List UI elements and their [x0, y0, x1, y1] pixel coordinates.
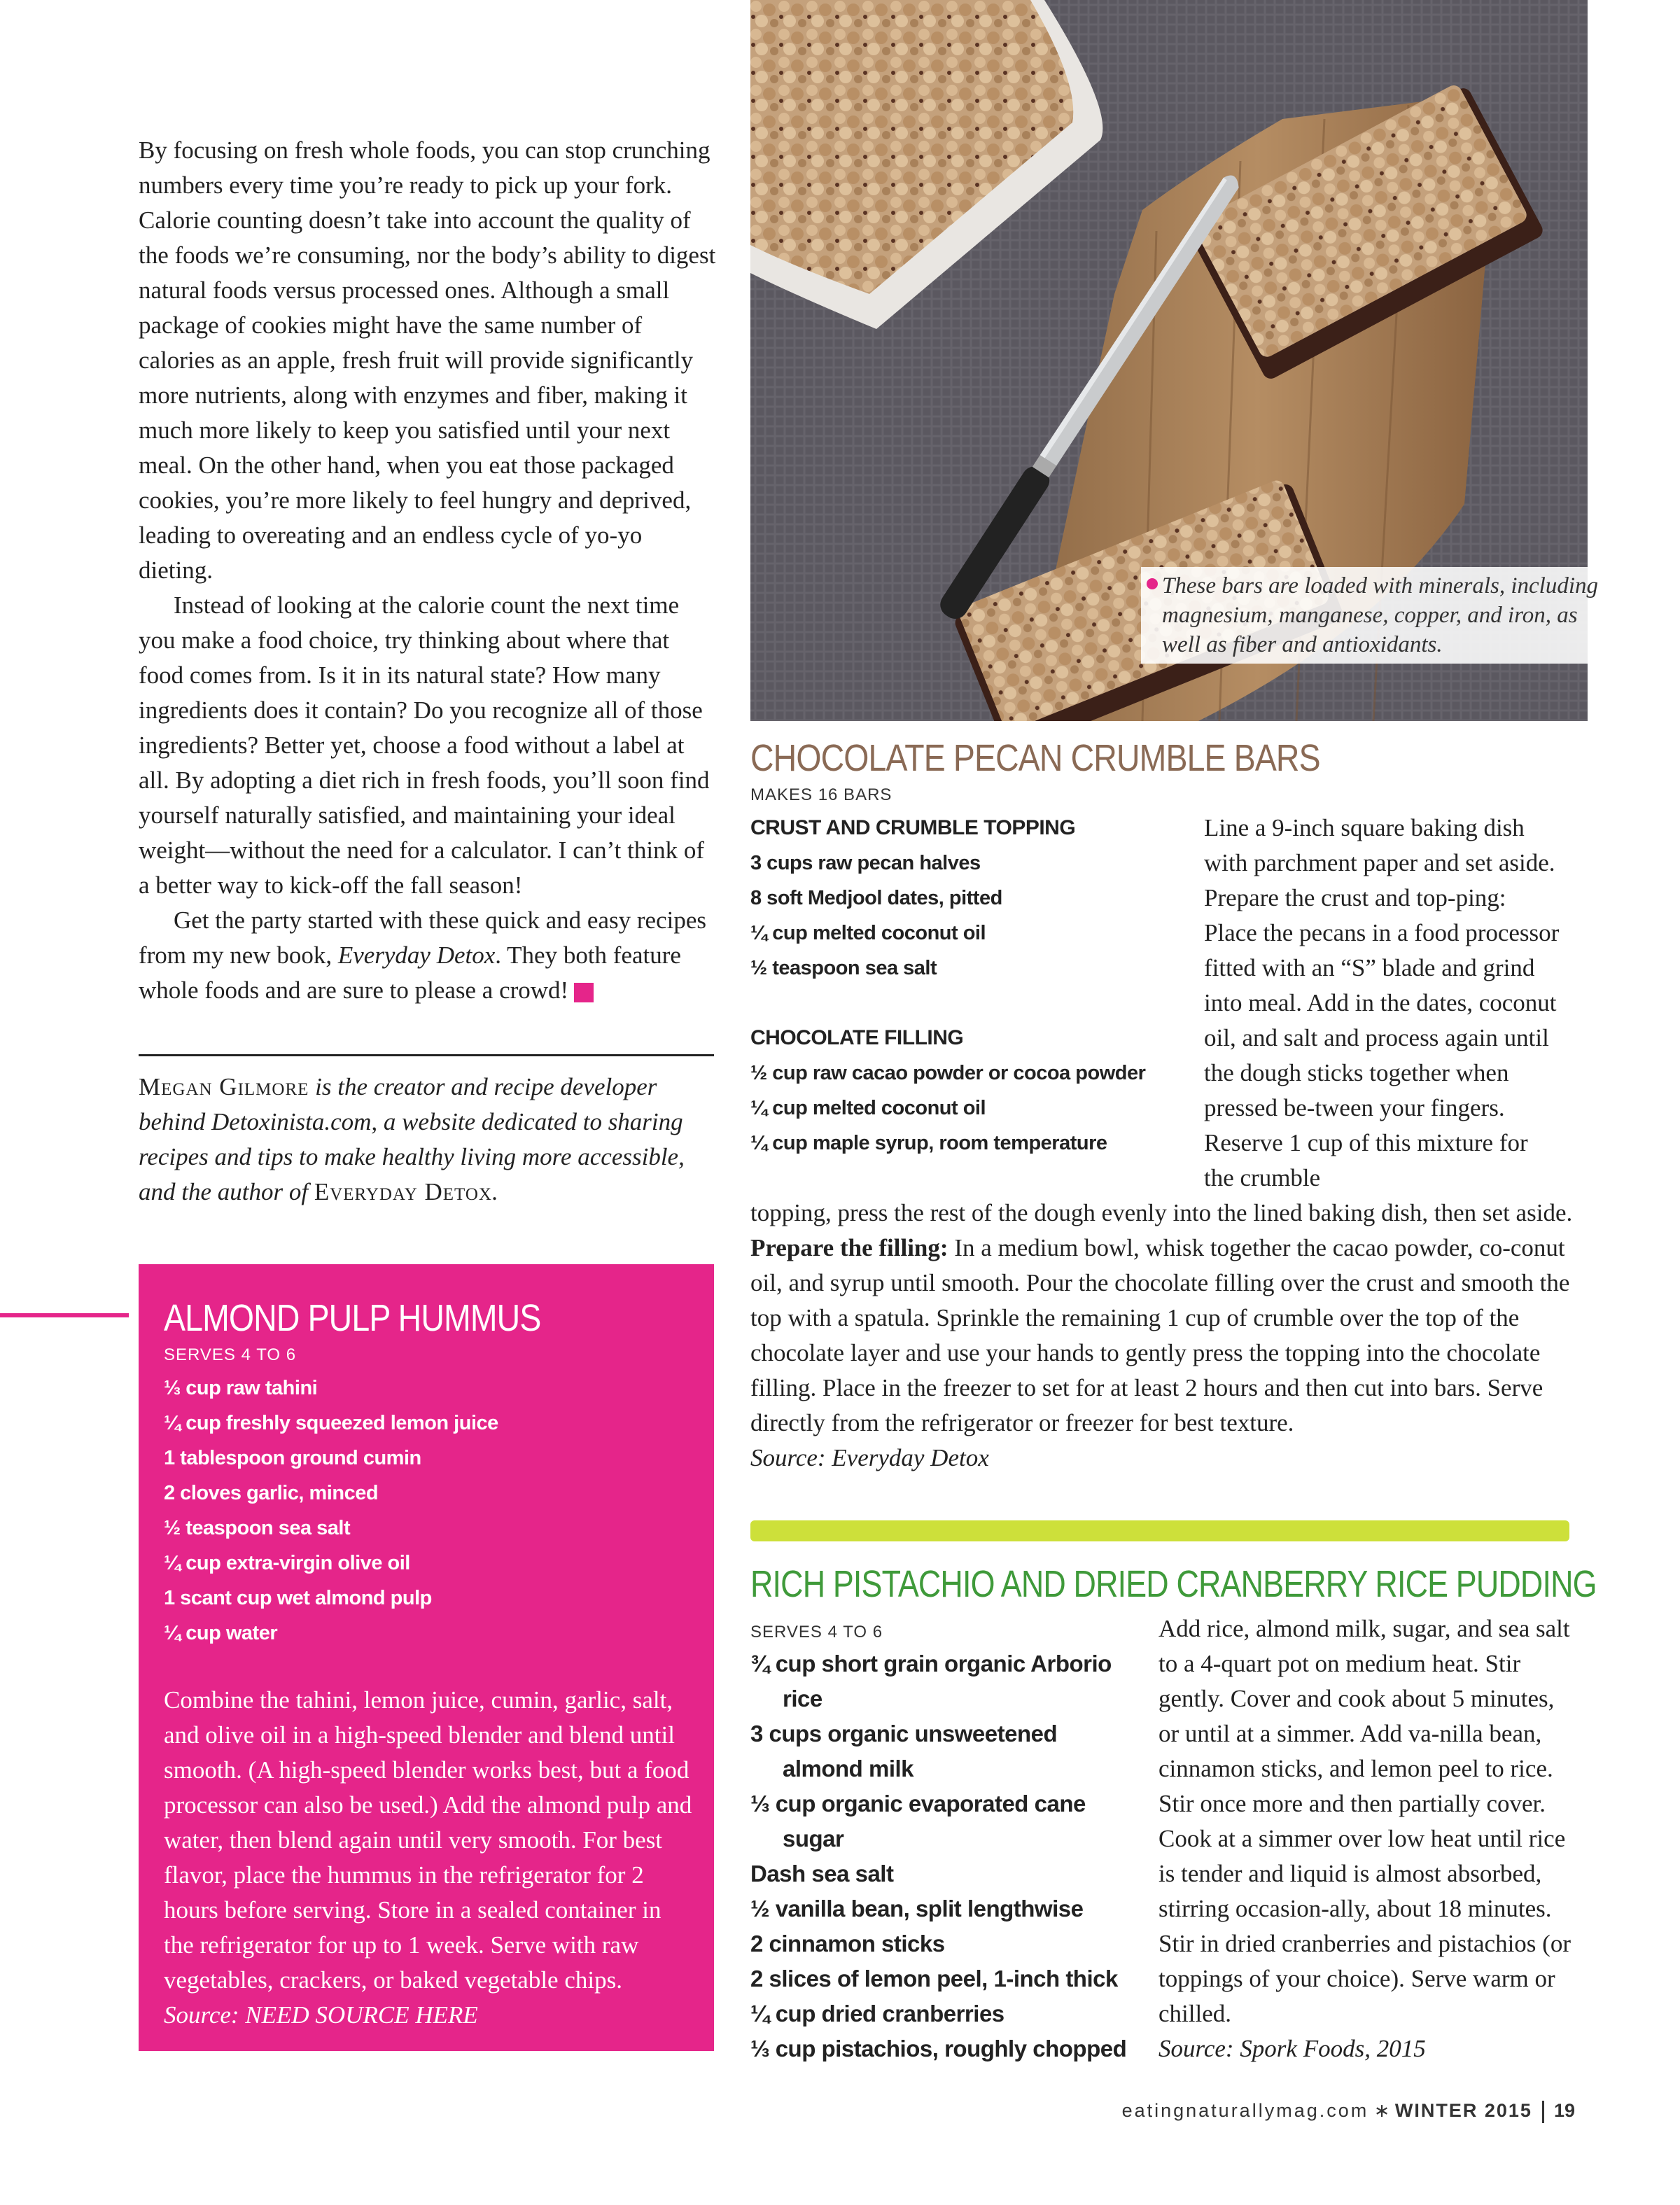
- ingredient: ½ teaspoon sea salt: [164, 1517, 351, 1539]
- ingredient: ⅓ cup pistachios, roughly chopped: [750, 2036, 1127, 2062]
- ingredient: ½ teaspoon sea salt: [750, 957, 937, 979]
- ingredient: 8 soft Medjool dates, pitted: [750, 887, 1002, 909]
- ingredient: 3 cups organic unsweetened: [750, 1721, 1058, 1746]
- ingredient: ⅓ cup organic evaporated cane: [750, 1791, 1086, 1816]
- ingredient-cont: rice: [783, 1686, 822, 1712]
- intro-p3-end: . They both feature whole foods and are sure to please a crowd!: [139, 941, 681, 1004]
- page-number: 19: [1553, 2100, 1575, 2121]
- ingredient: ¼ cup melted coconut oil: [750, 1097, 986, 1119]
- ingredient: ¼ cup dried cranberries: [750, 2001, 1004, 2026]
- filling-step-label: Prepare the filling:: [750, 1234, 948, 1261]
- ingredient: 2 slices of lemon peel, 1-inch thick: [750, 1966, 1118, 1991]
- ingredient: ¼ cup melted coconut oil: [750, 922, 986, 944]
- intro-paragraph-3: [139, 903, 720, 1008]
- ingredient: 3 cups raw pecan halves: [750, 852, 981, 874]
- pistachio-servings: SERVES 4 TO 6: [750, 1623, 883, 1642]
- intro-paragraph-1: By focusing on fresh whole foods, you can stop crunching numbers every time you’re ready to pick up your fork. Calorie counting doesn’t take into account the quality of the foods we’re consuming, nor the body’s ability to digest natural foods versus processed ones. Although a small package of cookies might have the same number of calories as an apple, fresh fruit will provide significantly more nutrients, along with enzymes and fiber, making it much more likely to keep you satisfied until your next meal. On the other hand, when you eat those packaged cookies, you’re more likely to feel hungry and deprived, leading to overeating and an endless cycle of yo-yo dieting.: [139, 136, 716, 584]
- chocolate-filling-step: [750, 1231, 1576, 1441]
- footer-issue: WINTER 2015: [1394, 2100, 1532, 2121]
- chocolate-source: Source: Everyday Detox: [750, 1444, 989, 1471]
- chocolate-recipe-title: CHOCOLATE PECAN CRUMBLE BARS: [750, 737, 1320, 779]
- ingredient-cont: almond milk: [783, 1756, 914, 1782]
- pistachio-directions: [1158, 1611, 1572, 2066]
- chocolate-directions-continued: [750, 1196, 1576, 1476]
- ingredient-cont: sugar: [783, 1826, 844, 1851]
- end-mark: [574, 983, 594, 1002]
- ingredient: ⅓ cup raw tahini: [164, 1377, 318, 1399]
- footer-star-icon: ∗: [1373, 2100, 1390, 2121]
- chocolate-ingredients: [750, 811, 1198, 1161]
- intro-article: [139, 133, 720, 1008]
- ingredient: 2 cinnamon sticks: [750, 1931, 945, 1956]
- pistachio-recipe-title: RICH PISTACHIO AND DRIED CRANBERRY RICE PUDDING: [750, 1563, 1597, 1605]
- hummus-ingredients: [164, 1371, 696, 1651]
- ingredient: Dash sea salt: [750, 1861, 894, 1886]
- hummus-directions-text: Combine the tahini, lemon juice, cumin, garlic, salt, and olive oil in a high-speed blender and blend until smooth. (A high-speed blender works best, but a food processor can also be used.) Add the almond pulp and water, then blend again until very smooth. For best flavor, place the hummus in the refrigerator for 2 hours before serving. Store in a sealed container in the refrigerator for up to 1 week. Serve with raw vegetables, crackers, or baked vegetable chips.: [164, 1686, 692, 1994]
- ingredient: ¼ cup freshly squeezed lemon juice: [164, 1412, 498, 1434]
- section-divider-bar: [750, 1520, 1569, 1541]
- intro-p3-start: Get the party started with these quick and easy recipes from my new book,: [139, 906, 706, 969]
- pistachio-directions-text: Add rice, almond milk, sugar, and sea salt to a 4-quart pot on medium heat. Stir gently. Cover and cook about 5 minutes, or until at a simmer. Add va-nilla bean, cinnamon sticks, and lemon peel to rice. Stir once more and then partially cover. Cook at a simmer over low heat until rice is tender and liquid is almost absorbed, stirring occasion-ally, about 18 minutes. Stir in dried cranberries and pistachios (or toppings of your choice). Serve warm or chilled.: [1158, 1615, 1571, 2027]
- chocolate-directions-cont: topping, press the rest of the dough evenly into the lined baking dish, then set aside.: [750, 1199, 1573, 1226]
- ingredient: 2 cloves garlic, minced: [164, 1482, 379, 1504]
- bio-text: is the creator and recipe developer behind Detoxinista.com, a website dedicated to sharing recipes and tips to make healthy living more accessible, and the author of: [139, 1073, 685, 1205]
- ingredient: ¼ cup maple syrup, room temperature: [750, 1132, 1107, 1154]
- hummus-source: Source: NEED SOURCE HERE: [164, 2001, 478, 2029]
- photo-caption: These bars are loaded with minerals, including magnesium, manganese, copper, and iron, as well as fiber and antioxidants.: [1141, 567, 1614, 664]
- accent-line: [0, 1313, 129, 1317]
- caption-bullet-icon: [1147, 578, 1158, 589]
- bio-book: Everyday Detox: [314, 1178, 492, 1205]
- ingredient: ¼ cup water: [164, 1622, 278, 1644]
- pistachio-ingredients: [750, 1646, 1142, 2066]
- filling-heading: CHOCOLATE FILLING: [750, 1026, 964, 1049]
- author-name: Megan Gilmore: [139, 1073, 309, 1100]
- ingredient: ½ vanilla bean, split lengthwise: [750, 1896, 1084, 1921]
- pistachio-source: Source: Spork Foods, 2015: [1158, 2035, 1426, 2062]
- author-bio: [139, 1070, 720, 1210]
- ingredient: ½ cup raw cacao powder or cocoa powder: [750, 1062, 1146, 1084]
- intro-paragraph-2: Instead of looking at the calorie count the next time you make a food choice, try thinking about where that food comes from. Is it in its natural state? How many ingredients does it contain? Do you recognize all of those ingredients? Better yet, choose a food without a label at all. By adopting a diet rich in fresh foods, you’ll soon find yourself naturally satisfied, and maintaining your ideal weight—without the need for a calculator. I can’t think of a better way to kick-off the fall season!: [139, 592, 710, 899]
- footer-website: eatingnaturallymag.com: [1121, 2100, 1369, 2121]
- ingredient: 1 tablespoon ground cumin: [164, 1447, 421, 1469]
- chocolate-yield: MAKES 16 BARS: [750, 785, 892, 804]
- crust-heading: CRUST AND CRUMBLE TOPPING: [750, 816, 1076, 839]
- filling-step-text: In a medium bowl, whisk together the cacao powder, co-conut oil, and syrup until smooth. Pour the chocolate filling over the crust and smooth the top with a spatula. Sprinkle the remaining 1 cup of crumble over the top of the chocolate layer and use your hands to gently press the topping into the chocolate filling. Place in the freezer to set for at least 2 hours and then cut into bars. Serve directly from the refrigerator or freezer for best texture.: [750, 1234, 1570, 1436]
- ingredient: 1 scant cup wet almond pulp: [164, 1587, 432, 1609]
- hummus-recipe-title: ALMOND PULP HUMMUS: [164, 1297, 541, 1339]
- ingredient: ¾ cup short grain organic Arborio: [750, 1651, 1112, 1676]
- book-title: Everyday Detox: [337, 941, 496, 969]
- hummus-directions: [164, 1683, 696, 2033]
- hummus-servings: SERVES 4 TO 6: [164, 1345, 297, 1364]
- divider-rule: [139, 1054, 714, 1056]
- ingredient: ¼ cup extra-virgin olive oil: [164, 1552, 410, 1574]
- chocolate-directions-part1: Line a 9-inch square baking dish with parchment paper and set aside. Prepare the crust and top-ping: Place the pecans in a food processor fitted with an “S” blade and grind into meal. Add in the dates, coconut oil, and salt and process again until the dough sticks together when pressed be-tween your fingers. Reserve 1 cup of this mixture for the crumble: [1204, 814, 1560, 1191]
- footer-divider: [1542, 2101, 1544, 2123]
- page-footer: [1092, 2100, 1575, 2123]
- bio-end: .: [491, 1178, 498, 1205]
